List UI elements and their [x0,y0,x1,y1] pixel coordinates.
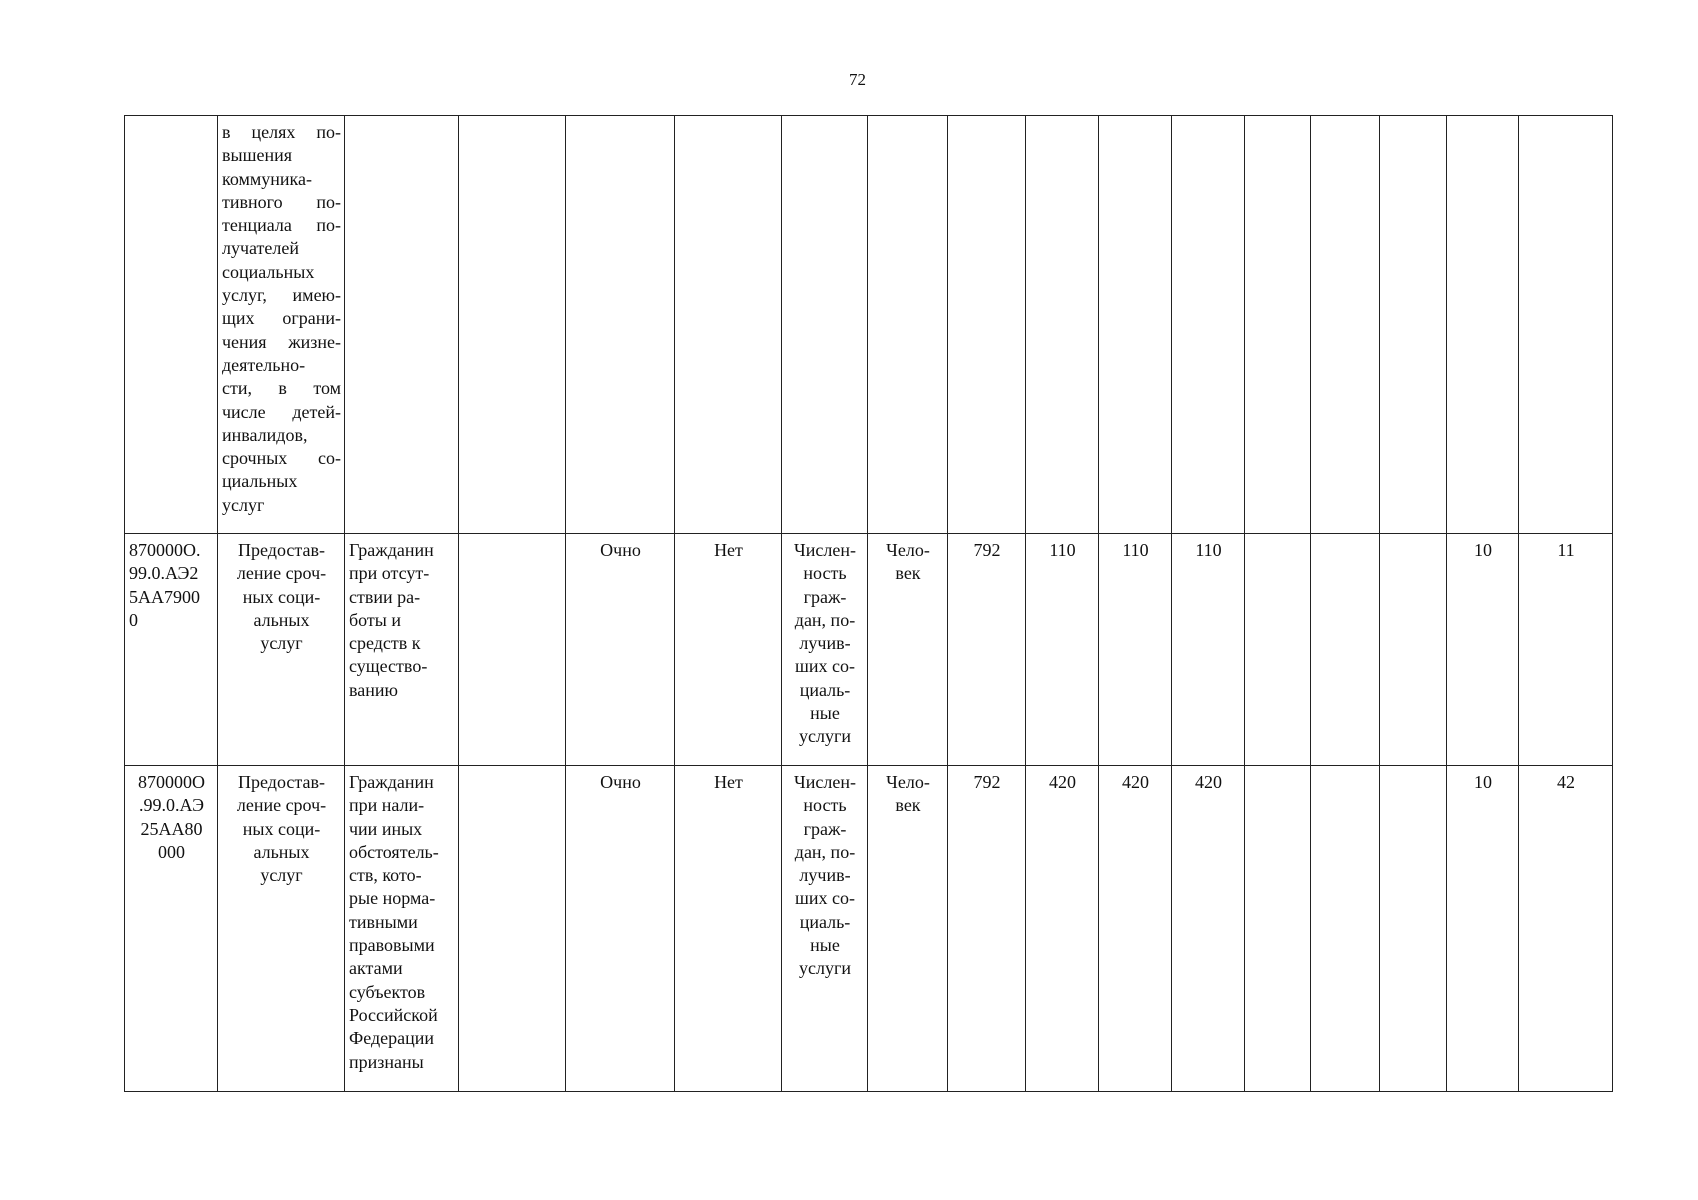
cell-unit: Чело- век [868,534,948,766]
cell-okei: 792 [948,766,1026,1092]
cell-value-year1 [1026,116,1099,534]
cell-c15 [1380,766,1447,1092]
cell-code: 870000О. 99.0.АЭ2 5АА7900 0 [125,534,218,766]
cell-value-year2: 110 [1099,534,1172,766]
cell-flag [675,116,782,534]
cell-flag: Нет [675,534,782,766]
cell-value-year3: 110 [1172,534,1245,766]
page-number: 72 [849,70,866,89]
cell-indicator [782,116,868,534]
cell-form [566,116,675,534]
cell-service-name: в целях по- вышения коммуника- тивного по- тенциала по- лучателей социальных услуг, имею- щих ограни- чения жизне- деятельно- сти, в том числе детей- инвалидов, срочных со- циальных услуг [218,116,345,534]
cell-col4 [459,766,566,1092]
cell-deviation-abs [1519,116,1613,534]
cell-indicator: Числен- ность граж- дан, по- лучив- ших со- циаль- ные услуги [782,766,868,1092]
cell-indicator: Числен- ность граж- дан, по- лучив- ших со- циаль- ные услуги [782,534,868,766]
cell-category: Гражданин при нали- чии иных обстоятель- ств, кото- рые норма- тивными правовыми актами субъектов Российской Федерации признаны [345,766,459,1092]
cell-c14 [1311,766,1380,1092]
cell-deviation-pct [1447,116,1519,534]
cell-code: 870000О .99.0.АЭ 25АА80 000 [125,766,218,1092]
services-table [124,115,1613,1092]
cell-deviation-abs: 42 [1519,766,1613,1092]
cell-okei [948,116,1026,534]
cell-deviation-pct: 10 [1447,766,1519,1092]
cell-c13 [1245,116,1311,534]
cell-unit [868,116,948,534]
cell-flag: Нет [675,766,782,1092]
cell-c15 [1380,116,1447,534]
cell-value-year2 [1099,116,1172,534]
cell-c14 [1311,116,1380,534]
cell-okei: 792 [948,534,1026,766]
cell-c13 [1245,766,1311,1092]
table-row [125,766,1613,1092]
cell-value-year3: 420 [1172,766,1245,1092]
cell-deviation-pct: 10 [1447,534,1519,766]
cell-c15 [1380,534,1447,766]
table-row [125,116,1613,534]
table-row [125,534,1613,766]
cell-c14 [1311,534,1380,766]
cell-value-year2: 420 [1099,766,1172,1092]
cell-service-name: Предостав- ление сроч- ных соци- альных услуг [218,766,345,1092]
cell-value-year1: 110 [1026,534,1099,766]
cell-col4 [459,116,566,534]
cell-service-name: Предостав- ление сроч- ных соци- альных услуг [218,534,345,766]
cell-code [125,116,218,534]
cell-deviation-abs: 11 [1519,534,1613,766]
cell-unit: Чело- век [868,766,948,1092]
cell-col4 [459,534,566,766]
cell-category [345,116,459,534]
cell-c13 [1245,534,1311,766]
cell-form: Очно [566,766,675,1092]
cell-value-year1: 420 [1026,766,1099,1092]
cell-category: Гражданин при отсут- ствии ра- боты и средств к существo- ванию [345,534,459,766]
cell-value-year3 [1172,116,1245,534]
cell-form: Очно [566,534,675,766]
